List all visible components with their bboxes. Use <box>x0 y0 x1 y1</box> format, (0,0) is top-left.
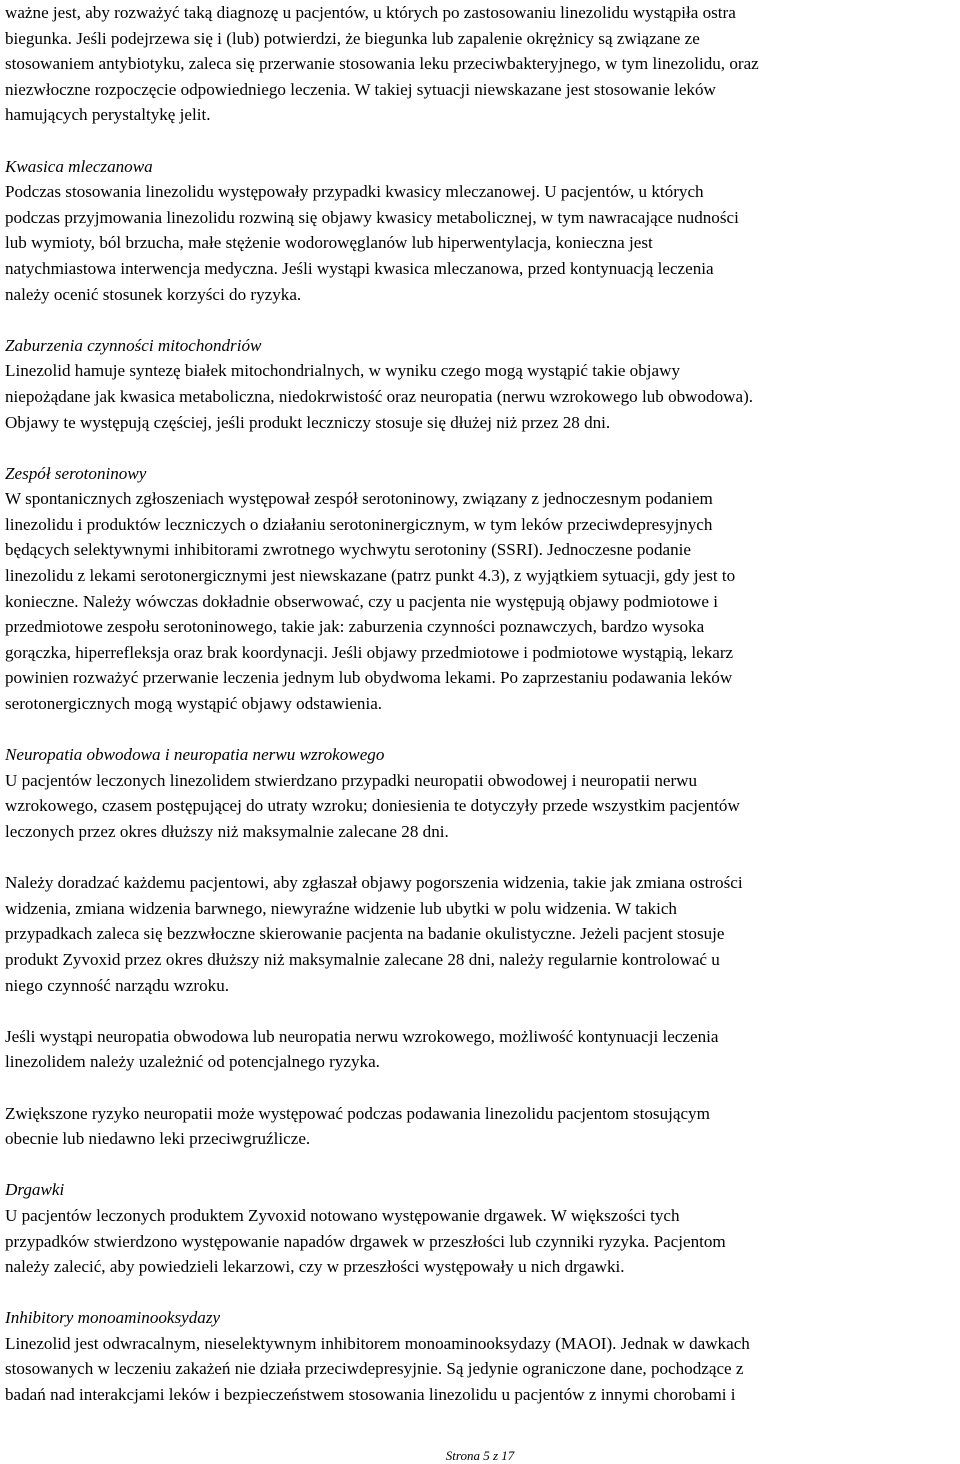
section-intro <box>5 0 955 128</box>
page-footer <box>0 1448 960 1464</box>
text-line: stosowaniem antybiotyku, zaleca się przerwanie stosowania leku przeciwbakteryjnego, w tym linezolidu, oraz <box>5 54 759 74</box>
section-kwasica <box>5 154 955 308</box>
section-heading: Neuropatia obwodowa i neuropatia nerwu wzrokowego <box>5 745 385 765</box>
section-neuropathy <box>5 742 955 844</box>
paragraph <box>5 179 955 307</box>
text-line: leczonych przez okres dłuższy niż maksymalnie zalecane 28 dni. <box>5 822 449 841</box>
text-line: W spontanicznych zgłoszeniach występował zespół serotoninowy, związany z jednoczesnym podaniem <box>5 489 713 509</box>
page-number: Strona 5 z 17 <box>445 1448 515 1463</box>
text-line: widzenia, zmiana widzenia barwnego, niewyraźne widzenie lub ubytki w polu widzenia. W takich <box>5 898 677 918</box>
text-line: U pacjentów leczonych linezolidem stwierdzano przypadki neuropatii obwodowej i neuropatii nerwu <box>5 770 698 790</box>
text-line: gorączka, hiperrefleksja oraz brak koordynacji. Jeśli objawy przedmiotowe i podmiotowe wystąpią, lekarz <box>5 642 734 662</box>
section-maoi <box>5 1305 955 1407</box>
section-heading: Zaburzenia czynności mitochondriów <box>5 335 262 355</box>
text-line: lub wymioty, ból brzucha, małe stężenie wodorowęglanów lub hiperwentylacja, konieczna jest <box>5 233 653 253</box>
paragraph <box>5 1331 955 1408</box>
text-line: badań nad interakcjami leków i bezpieczeństwem stosowania linezolidu u pacjentów z innymi chorobami i <box>5 1385 736 1405</box>
text-line: wzrokowego, czasem postępującej do utraty wzroku; doniesienia te dotyczyły przede wszystkim pacjentów <box>5 796 740 816</box>
section-heading: Drgawki <box>5 1180 65 1200</box>
text-line: przedmiotowe zespołu serotoninowego, takie jak: zaburzenia czynności poznawczych, bardzo wysoka <box>5 617 705 637</box>
section-tb <box>5 1101 955 1152</box>
text-line: stosowanych w leczeniu zakażeń nie działa przeciwdepresyjnie. Są jedynie ograniczone dane, pochodzące z <box>5 1359 744 1379</box>
section-seizures <box>5 1177 955 1279</box>
text-line: linezolidu z lekami serotonergicznymi jest niewskazane (patrz punkt 4.3), z wyjątkiem sytuacji, gdy jest to <box>5 566 736 586</box>
text-line: produkt Zyvoxid przez okres dłuższy niż maksymalnie zalecane 28 dni, należy regularnie kontrolować u <box>5 949 720 969</box>
document-page <box>5 0 955 1408</box>
paragraph <box>5 486 955 716</box>
section-mitochondria <box>5 333 955 435</box>
text-line: Podczas stosowania linezolidu występowały przypadki kwasicy mleczanowej. U pacjentów, u których <box>5 182 704 202</box>
section-heading: Zespół serotoninowy <box>5 463 147 483</box>
text-line: podczas przyjmowania linezolidu rozwiną się objawy kwasicy metabolicznej, w tym nawracające nudności <box>5 207 739 227</box>
text-line: niezwłoczne rozpoczęcie odpowiedniego leczenia. W takiej sytuacji niewskazane jest stosowanie leków <box>5 79 716 99</box>
text-line: Objawy te występują częściej, jeśli produkt leczniczy stosuje się dłużej niż przez 28 dni. <box>5 412 611 432</box>
section-heading: Inhibitory monoaminooksydazy <box>5 1308 221 1328</box>
text-line: niego czynność narządu wzroku. <box>5 975 230 995</box>
text-line: Zwiększone ryzyko neuropatii może występować podczas podawania linezolidu pacjentom stosującym <box>5 1103 710 1123</box>
paragraph <box>5 1024 955 1075</box>
paragraph <box>5 358 955 435</box>
section-heading: Kwasica mleczanowa <box>5 156 153 176</box>
text-line: niepożądane jak kwasica metaboliczna, niedokrwistość oraz neuropatia (nerwu wzrokowego lub obwodowa). <box>5 386 754 406</box>
section-vision <box>5 870 955 998</box>
text-line: biegunka. Jeśli podejrzewa się i (lub) potwierdzi, że biegunka lub zapalenie okrężnicy są związane ze <box>5 28 700 48</box>
text-line: Należy doradzać każdemu pacjentowi, aby zgłaszał objawy pogorszenia widzenia, takie jak zmiana ostrości <box>5 873 743 893</box>
text-line: przypadków stwierdzono występowanie napadów drgawek w przeszłości lub czynniki ryzyka. Pacjentom <box>5 1231 726 1251</box>
text-line: hamujących perystaltykę jelit. <box>5 105 211 125</box>
text-line: należy ocenić stosunek korzyści do ryzyka. <box>5 284 302 304</box>
paragraph <box>5 1203 955 1280</box>
text-line: należy zalecić, aby powiedzieli lekarzowi, czy w przeszłości występowały u nich drgawki. <box>5 1257 625 1277</box>
text-line: linezolidu i produktów leczniczych o działaniu serotoninergicznym, w tym leków przeciwdepresyjnych <box>5 514 713 534</box>
paragraph <box>5 768 955 845</box>
section-continuation <box>5 1024 955 1075</box>
text-line: Jeśli wystąpi neuropatia obwodowa lub neuropatia nerwu wzrokowego, możliwość kontynuacji leczenia <box>5 1026 719 1046</box>
paragraph <box>5 870 955 998</box>
text-line: ważne jest, aby rozważyć taką diagnozę u pacjentów, u których po zastosowaniu linezolidu wystąpiła ostra <box>5 3 736 22</box>
text-line: U pacjentów leczonych produktem Zyvoxid notowano występowanie drgawek. W większości tych <box>5 1205 680 1225</box>
paragraph <box>5 0 955 128</box>
text-line: serotonergicznych mogą wystąpić objawy odstawienia. <box>5 694 383 714</box>
text-line: obecnie lub niedawno leki przeciwgruźlicze. <box>5 1129 311 1149</box>
text-line: będących selektywnymi inhibitorami zwrotnego wychwytu serotoniny (SSRI). Jednoczesne podanie <box>5 540 691 560</box>
paragraph <box>5 1101 955 1152</box>
text-line: Linezolid jest odwracalnym, nieselektywnym inhibitorem monoaminooksydazy (MAOI). Jednak w dawkach <box>5 1333 750 1353</box>
section-serotonin <box>5 461 955 717</box>
text-line: przypadkach zaleca się bezzwłoczne skierowanie pacjenta na badanie okulistyczne. Jeżeli pacjent stosuje <box>5 924 725 944</box>
text-line: konieczne. Należy wówczas dokładnie obserwować, czy u pacjenta nie występują objawy podmiotowe i <box>5 591 718 611</box>
text-line: natychmiastowa interwencja medyczna. Jeśli wystąpi kwasica mleczanowa, przed kontynuacją leczenia <box>5 258 714 278</box>
text-line: Linezolid hamuje syntezę białek mitochondrialnych, w wyniku czego mogą wystąpić takie objawy <box>5 361 681 381</box>
text-line: linezolidem należy uzależnić od potencjalnego ryzyka. <box>5 1052 380 1072</box>
text-line: powinien rozważyć przerwanie leczenia jednym lub obydwoma lekami. Po zaprzestaniu podawania leków <box>5 668 733 688</box>
